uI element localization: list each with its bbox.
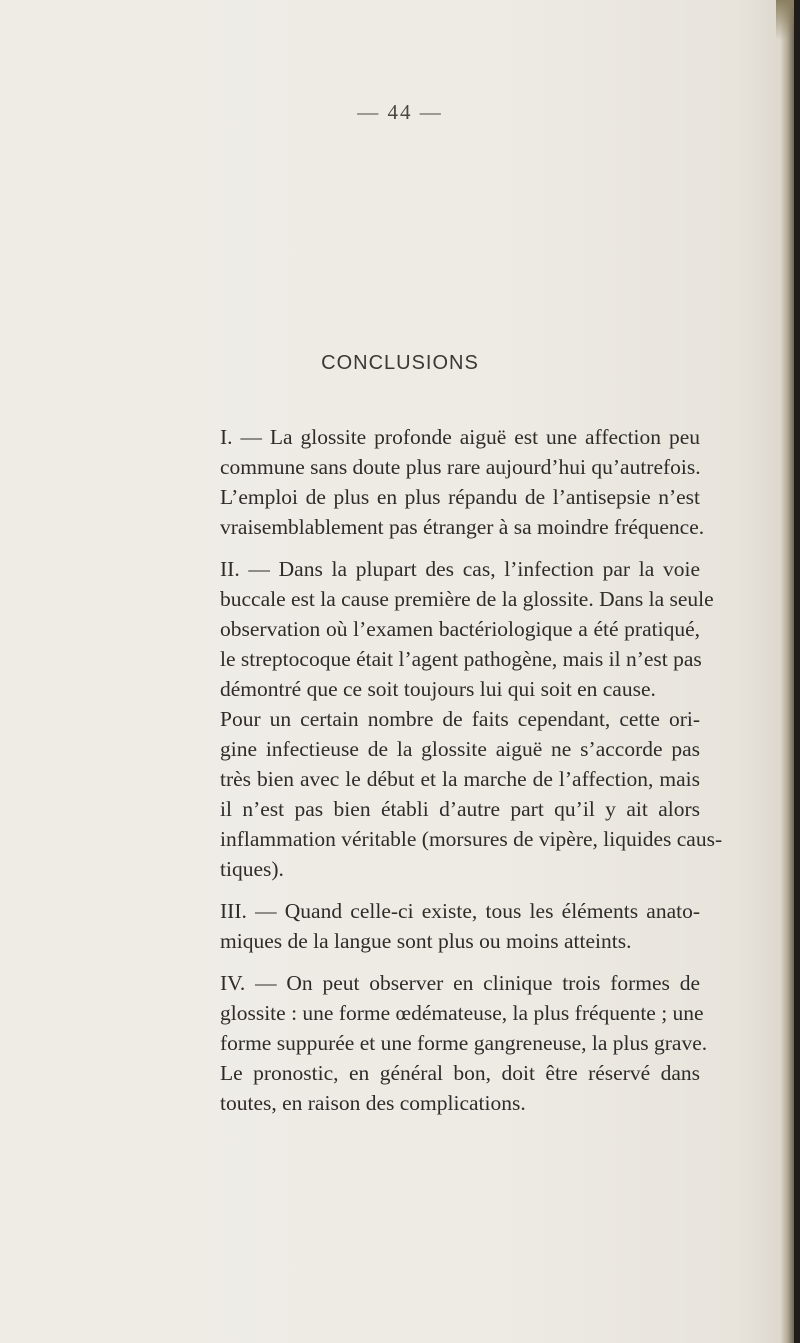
text-line: vraisemblablement pas étranger à sa moindre fréquence.	[220, 515, 705, 539]
text-line: miques de la langue sont plus ou moins atteints.	[220, 929, 632, 953]
page-gutter	[794, 0, 800, 1343]
text-line: L’emploi de plus en plus répandu de l’antisepsie n’est	[220, 485, 700, 509]
paragraph-4	[220, 896, 700, 956]
text-line: commune sans doute plus rare aujourd’hui qu’autrefois.	[220, 455, 701, 479]
paragraph-1	[220, 422, 705, 542]
text-line: le streptocoque était l’agent pathogène, mais il n’est pas	[220, 647, 702, 671]
text-line: II. — Dans la plupart des cas, l’infection par la voie	[220, 557, 700, 581]
text-line: Pour un certain nombre de faits cependant, cette ori-	[220, 707, 700, 731]
paragraph-3	[220, 704, 723, 884]
text-line: IV. — On peut observer en clinique trois formes de	[220, 971, 700, 995]
text-line: il n’est pas bien établi d’autre part qu’il y ait alors	[220, 797, 700, 821]
paragraph-2	[220, 554, 714, 704]
text-line: toutes, en raison des complications.	[220, 1091, 526, 1115]
text-line: inflammation véritable (morsures de vipère, liquides caus-	[220, 827, 723, 851]
conclusions-body	[220, 422, 723, 1130]
text-line: glossite : une forme œdémateuse, la plus fréquente ; une	[220, 1001, 704, 1025]
page-number: — 44 —	[357, 100, 443, 124]
text-line: I. — La glossite profonde aiguë est une affection peu	[220, 425, 700, 449]
text-line: buccale est la cause première de la glossite. Dans la seule	[220, 587, 714, 611]
text-line: très bien avec le début et la marche de l’affection, mais	[220, 767, 700, 791]
text-line: tiques).	[220, 857, 284, 881]
page-title: CONCLUSIONS	[321, 352, 479, 374]
text-line: Le pronostic, en général bon, doit être réservé dans	[220, 1061, 700, 1085]
paragraph-5	[220, 968, 708, 1118]
text-line: observation où l’examen bactériologique a été pratiqué,	[220, 617, 700, 641]
text-line: III. — Quand celle-ci existe, tous les éléments anato-	[220, 899, 700, 923]
text-line: forme suppurée et une forme gangreneuse, la plus grave.	[220, 1031, 708, 1055]
text-line: gine infectieuse de la glossite aiguë ne s’accorde pas	[220, 737, 700, 761]
text-line: démontré que ce soit toujours lui qui soit en cause.	[220, 677, 656, 701]
